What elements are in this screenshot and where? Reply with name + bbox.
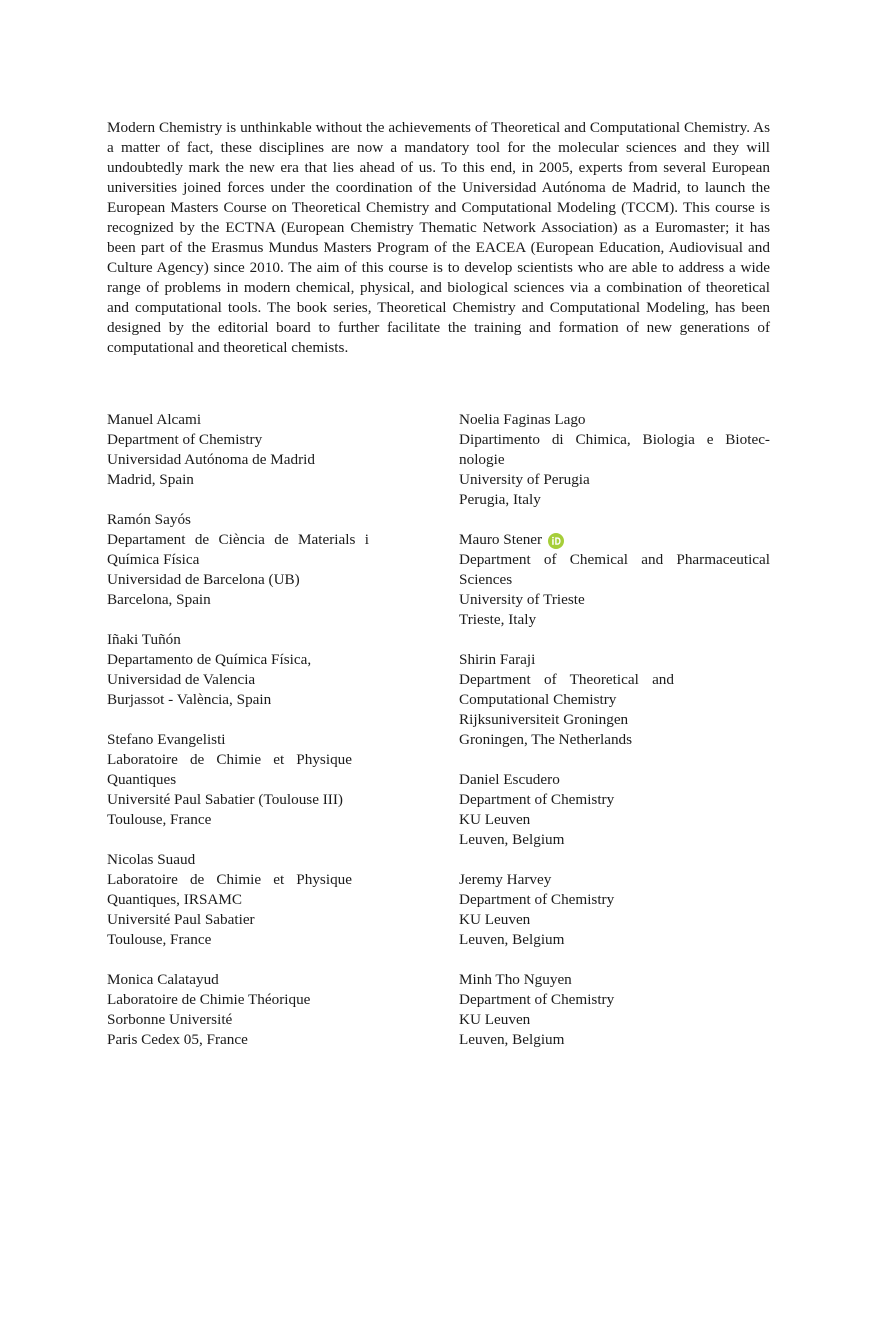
editor-entry [459,650,770,750]
editor-location: Trieste, Italy [459,611,537,628]
editor-entry [107,410,437,490]
editor-name: Minh Tho Nguyen [459,971,572,988]
editor-entry [107,510,437,610]
editor-name: Daniel Escudero [459,771,560,788]
orcid-icon[interactable] [548,533,564,549]
editor-location: Paris Cedex 05, France [107,1031,248,1048]
editor-location: Burjassot - València, Spain [107,691,272,708]
editor-name: Noelia Faginas Lago [459,411,586,428]
series-description: Modern Chemistry is unthinkable without the achievements of Theoretical and Computational Chemistry. As a matter of fact, these disciplines are now a mandatory tool for the molecular sciences and they will undoubtedly mark the new era that lies ahead of us. To this end, in 2005, experts from several European universities joined forces under the coordination of the Universidad Autónoma de Madrid, to launch the European Masters Course on Theoretical Chemistry and Computational Modeling (TCCM). This course is recognized by the ECTNA (European Chemistry Thematic Network Association) as a Euromaster; it has been part of the Erasmus Mundus Masters Program of the EACEA (European Education, Audiovisual and Culture Agency) since 2010. The aim of this course is to develop scientists who are able to address a wide range of problems in modern chemical, physical, and biological sciences via a combination of theoretical and computational tools. The book series, Theoretical Chemistry and Computational Modeling, has been designed by the editorial board to further facilitate the training and formation of new generations of computational and theoretical chemists. [107,119,770,356]
editor-name: Monica Calatayud [107,971,219,988]
editor-entry [107,850,437,950]
editor-entry [459,870,770,950]
editor-location: Leuven, Belgium [459,931,565,948]
editor-department: Department of Chemical and Pharmaceutical Sciences [459,551,770,588]
editor-entry [107,730,437,830]
editor-entry [459,410,770,510]
editor-entry [107,970,437,1050]
editor-department: Departament de Ciència de Materials i Química Física [107,531,369,568]
editor-department: Laboratoire de Chimie Théorique [107,991,311,1008]
editor-institution: University of Trieste [459,591,585,608]
editor-location: Leuven, Belgium [459,831,565,848]
orcid-icon-dot [552,536,554,538]
editor-name: Ramón Sayós [107,511,191,528]
editor-department: Dipartimento di Chimica, Biologia e Biotec-nologie [459,431,770,468]
editor-department: Department of Chemistry [459,891,615,908]
editor-name: Manuel Alcami [107,411,202,428]
editor-institution: KU Leuven [459,1011,531,1028]
editor-location: Toulouse, France [107,811,212,828]
editor-entry [459,770,770,850]
editor-name: Shirin Faraji [459,651,536,668]
editor-institution: KU Leuven [459,811,531,828]
editor-location: Madrid, Spain [107,471,194,488]
editor-department: Department of Chemistry [107,431,263,448]
editor-department: Department of Theoretical and Computational Chemistry [459,671,674,708]
editor-name: Nicolas Suaud [107,851,196,868]
editor-institution: Sorbonne Université [107,1011,233,1028]
editors-column-right [459,410,770,1070]
editor-name: Mauro Stener [459,531,543,548]
editor-name-row [459,530,770,550]
editors-column-left [107,410,437,1070]
editor-institution: KU Leuven [459,911,531,928]
editor-name: Jeremy Harvey [459,871,552,888]
editor-institution: Rijksuniversiteit Groningen [459,711,629,728]
orcid-icon-bar [552,539,554,545]
editor-location: Perugia, Italy [459,491,541,508]
editor-entry [459,530,770,630]
editor-location: Groningen, The Netherlands [459,731,633,748]
editor-institution: Université Paul Sabatier (Toulouse III) [107,791,343,808]
editor-department: Laboratoire de Chimie et Physique Quantiques [107,751,352,788]
editor-department: Department of Chemistry [459,791,615,808]
editor-location: Toulouse, France [107,931,212,948]
editor-department: Departamento de Química Física, [107,651,312,668]
editor-institution: University of Perugia [459,471,590,488]
editor-name: Iñaki Tuñón [107,631,181,648]
editor-department: Laboratoire de Chimie et Physique Quantiques, IRSAMC [107,871,352,908]
editor-entry [107,630,437,710]
editor-location: Leuven, Belgium [459,1031,565,1048]
editor-institution: Université Paul Sabatier [107,911,255,928]
editor-institution: Universidad de Barcelona (UB) [107,571,300,588]
editor-institution: Universidad de Valencia [107,671,256,688]
editor-department: Department of Chemistry [459,991,615,1008]
editor-institution: Universidad Autónoma de Madrid [107,451,315,468]
editor-entry [459,970,770,1050]
editor-location: Barcelona, Spain [107,591,211,608]
editor-name: Stefano Evangelisti [107,731,226,748]
